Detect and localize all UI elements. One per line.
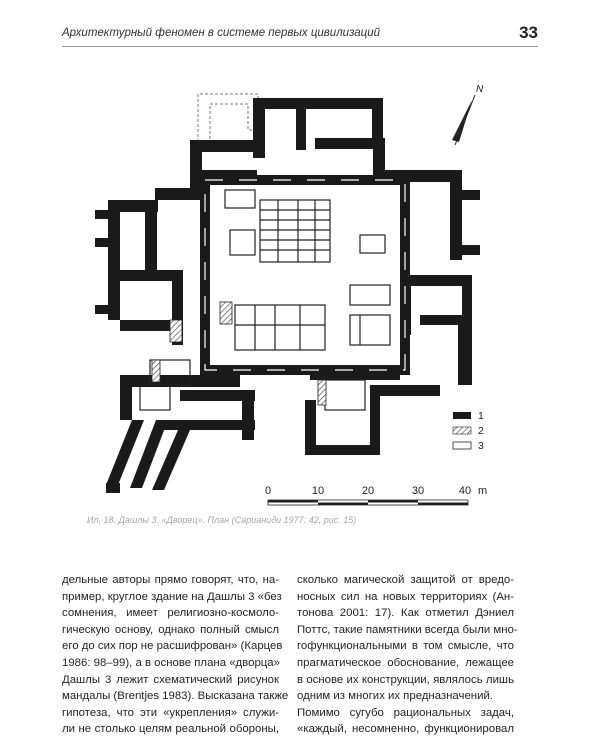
text-column-right	[297, 572, 518, 738]
text-line: 1986: 98–99), а в основе плана «дворца»	[62, 656, 280, 669]
text-line: сомнения, имеет религиозно-космоло-	[62, 607, 279, 620]
text-line: тонова 2001: 17). Как отметил Дэниел	[297, 607, 514, 620]
text-line: прагматическое обоснование, лежащее	[297, 656, 514, 669]
text-line: Помимо сугубо рациональных задач,	[297, 706, 514, 719]
site-plan-drawing	[60, 60, 540, 515]
text-line: Дашлы 3 лежит схематический рисунок	[62, 673, 279, 686]
running-header	[62, 24, 538, 47]
scale-unit: m	[478, 485, 488, 497]
restored-walls	[198, 94, 258, 144]
scale-bar	[265, 485, 487, 505]
legend	[453, 410, 484, 452]
legend-swatch-solid	[453, 412, 471, 419]
text-line: «каждый, несомненно, функционировал	[297, 723, 514, 736]
north-arrow	[452, 84, 484, 145]
figure-caption: Ил. 18. Дашлы 3. «Дворец». План (Сарианиди 1977: 42, рис. 15)	[87, 515, 357, 525]
scale-tick-0: 0	[264, 485, 272, 497]
text-line: в основе их конструкции, являлось лишь	[297, 673, 514, 686]
text-column-left	[62, 572, 289, 738]
legend-label-3: 3	[478, 440, 484, 452]
text-line: гическую основу, однако полный смысл	[62, 623, 279, 636]
site-plan-figure	[60, 60, 540, 515]
legend-label-1: 1	[478, 410, 484, 422]
text-line: пример, круглое здание на Дашлы 3 «без	[62, 590, 282, 603]
scale-tick-10: 10	[311, 485, 325, 497]
running-title: Архитектурный феномен в системе первых цивилизаций	[62, 27, 381, 39]
scale-tick-30: 30	[411, 485, 425, 497]
text-line: мандалы (Brentjes 1983). Высказана также	[62, 690, 289, 703]
page-number: 33	[519, 23, 538, 42]
scale-tick-40: 40	[458, 485, 472, 497]
text-line: сколько магической защитой от вредо-	[297, 574, 514, 586]
text-line: носных сил на новых территориях (Ан-	[297, 590, 514, 603]
outer-walls	[95, 98, 480, 455]
north-label: N	[476, 84, 484, 95]
legend-swatch-hatched	[453, 427, 471, 434]
text-line: ли не столько целям реальной обороны,	[62, 723, 279, 736]
text-line: одним из многих их предназначений.	[297, 690, 493, 703]
scale-tick-20: 20	[361, 485, 375, 497]
legend-swatch-outline	[453, 442, 471, 449]
legend-label-2: 2	[478, 425, 484, 437]
text-line: дельные авторы прямо говорят, что, на-	[62, 574, 279, 586]
text-line: гипотеза, что эти «укрепления» служи-	[62, 706, 279, 719]
text-line: Поттс, такие памятники всегда были мно-	[297, 623, 518, 636]
gate-passage	[106, 420, 190, 493]
text-line: его до сих пор не расшифрован» (Карцев	[62, 640, 283, 653]
text-line: гофункциональными в том смысле, что	[297, 640, 514, 653]
